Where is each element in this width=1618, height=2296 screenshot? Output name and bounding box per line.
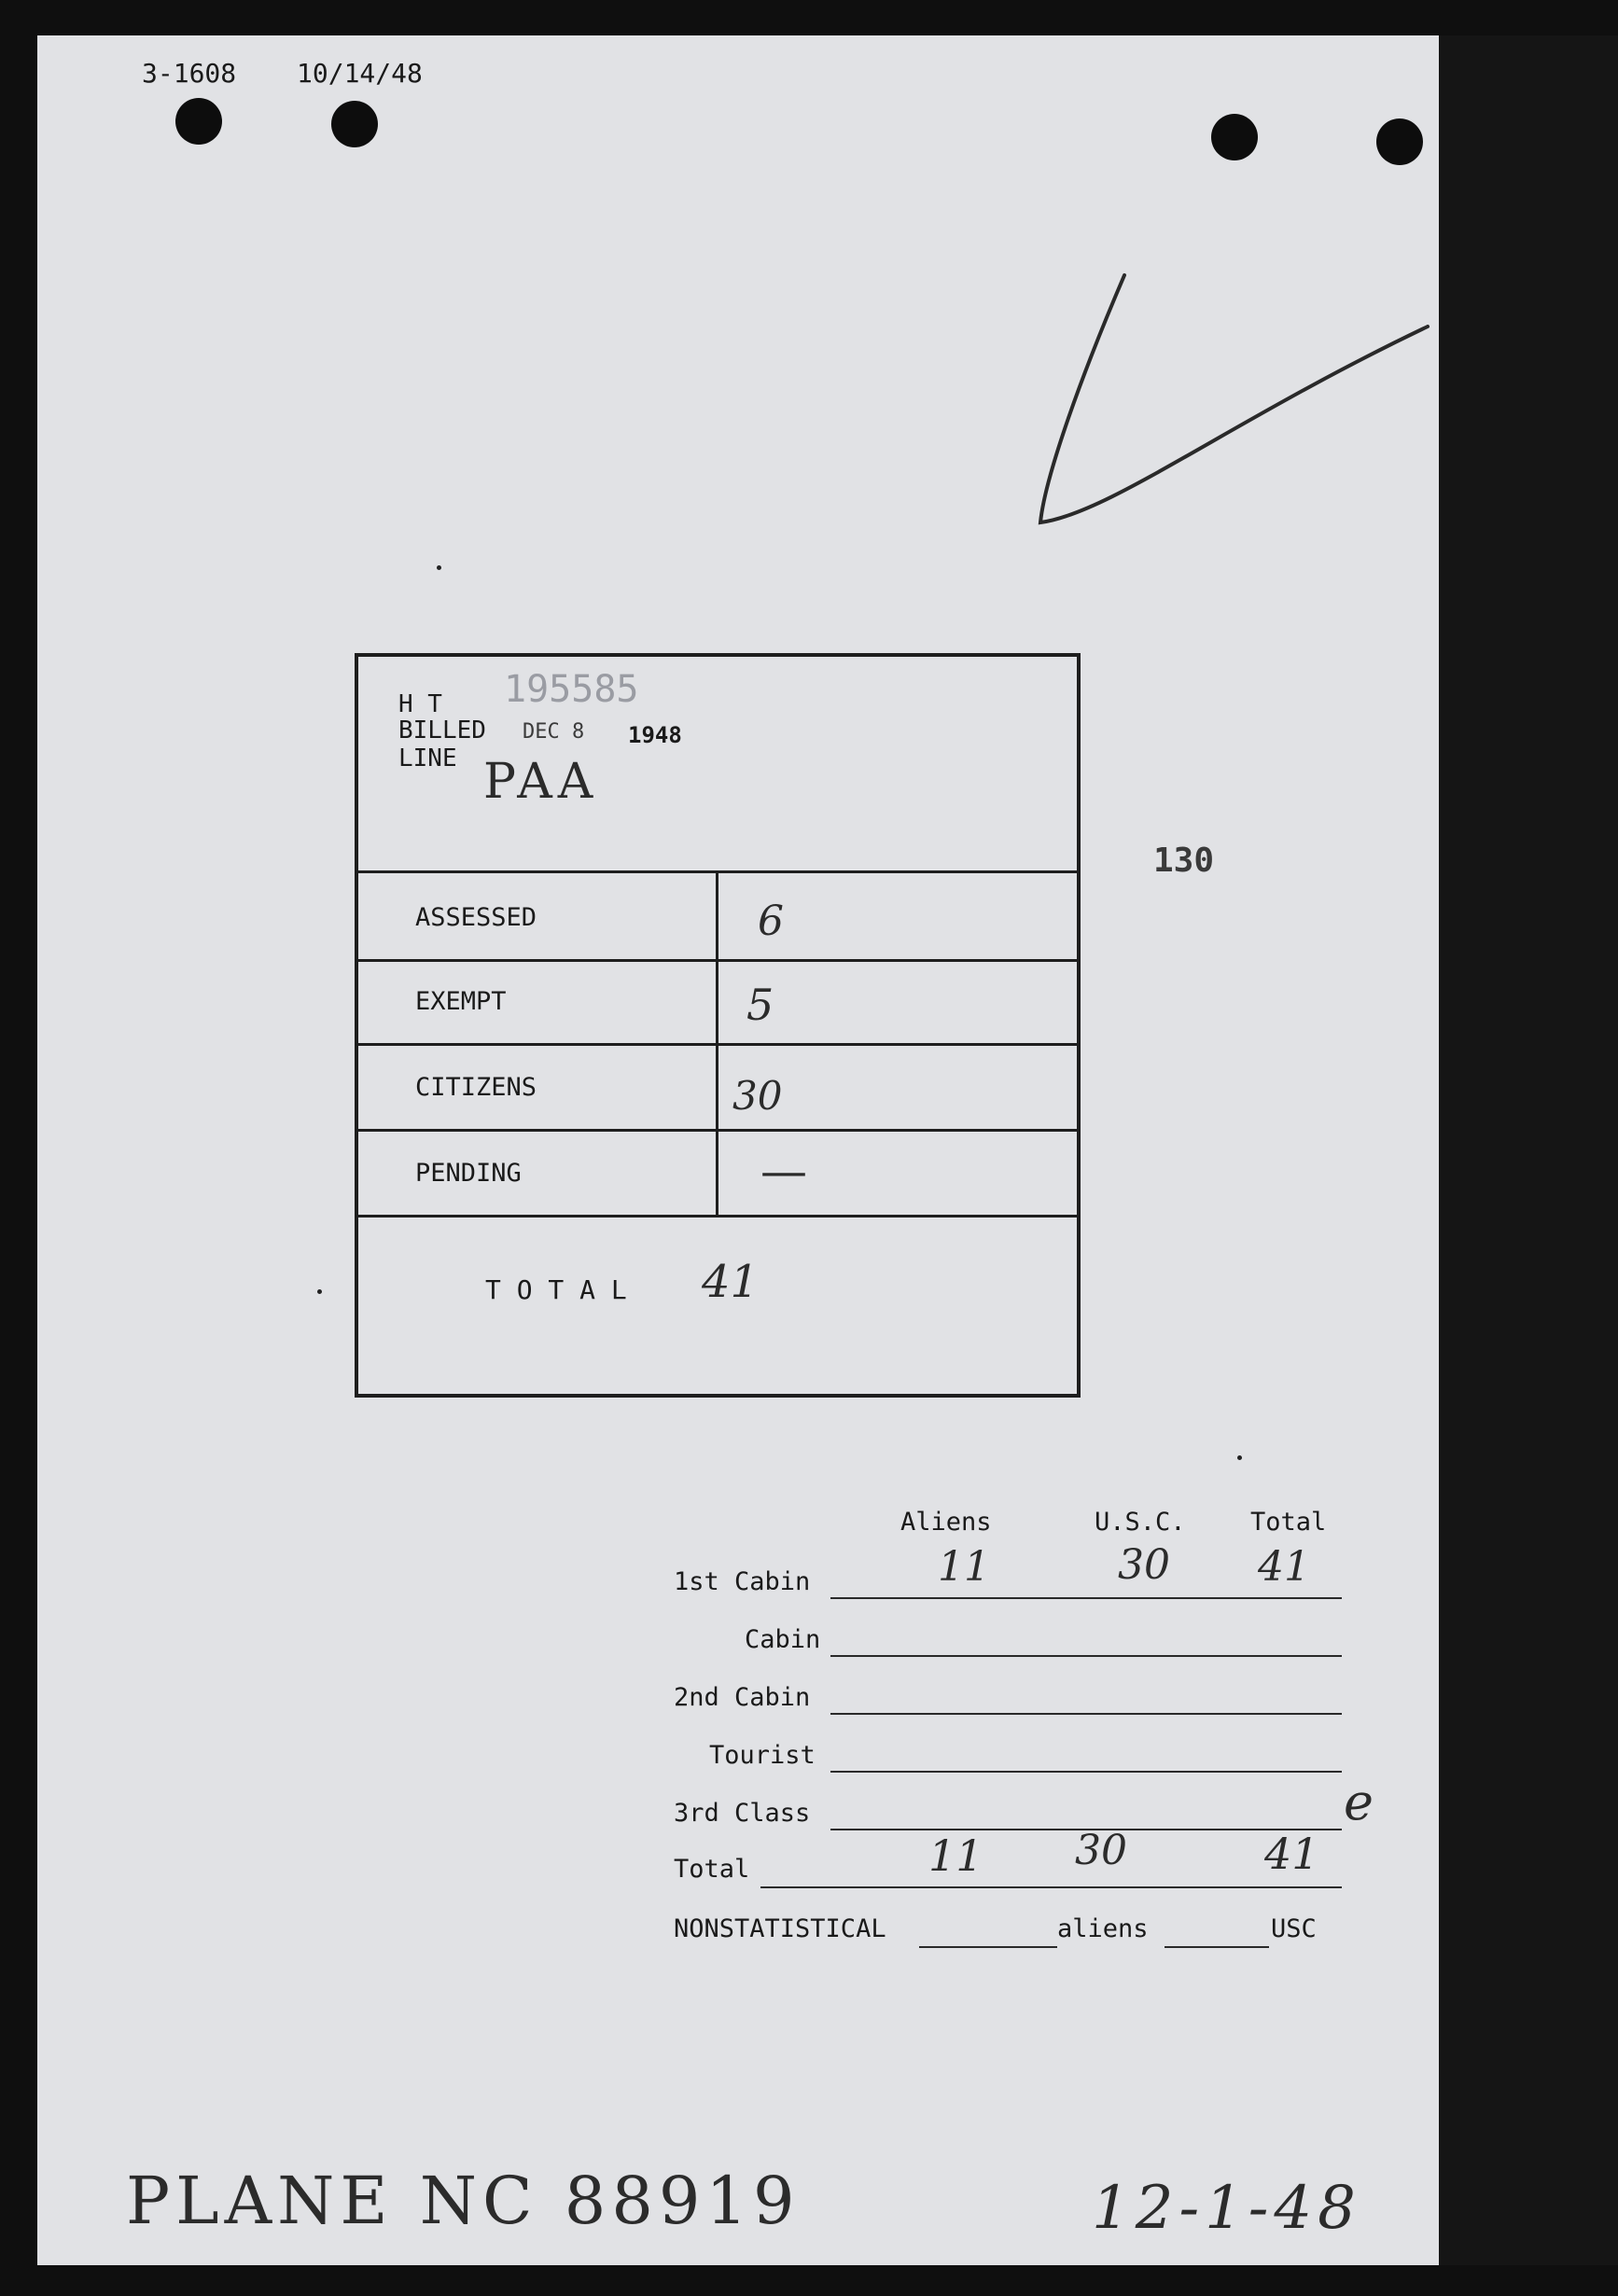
header-date: 10/14/48: [297, 58, 423, 89]
row-value-citizens: 30: [732, 1073, 783, 1119]
footer-date: 12-1-48: [1092, 2174, 1361, 2243]
page-number: 130: [1153, 842, 1215, 880]
cell-1st-cabin-aliens: 11: [938, 1543, 990, 1591]
fill-line: [760, 1886, 1342, 1888]
cell-total-usc: 30: [1075, 1827, 1127, 1874]
cell-total-total: 41: [1264, 1829, 1319, 1879]
divider: [358, 1215, 1077, 1218]
punch-hole: [331, 101, 378, 147]
row-label-total: Total: [674, 1855, 750, 1884]
check-mark-icon: [1026, 261, 1437, 560]
row-value-exempt: 5: [746, 980, 774, 1030]
total-label: T O T A L: [485, 1274, 627, 1305]
file-number: 3-1608: [142, 58, 237, 89]
ht-number: 195585: [504, 668, 639, 711]
nonstat-label: NONSTATISTICAL: [674, 1914, 886, 1943]
nonstat-aliens-label: aliens: [1057, 1914, 1149, 1943]
speck: [1237, 1455, 1242, 1460]
row-label-pending: PENDING: [415, 1159, 522, 1188]
fill-line: [830, 1655, 1342, 1657]
plane-number: PLANE NC 88919: [126, 2163, 801, 2239]
billed-label: BILLED: [398, 717, 486, 744]
fill-line: [1165, 1946, 1269, 1948]
fill-line: [830, 1597, 1342, 1599]
column-divider: [716, 873, 718, 1215]
cell-total-aliens: 11: [928, 1830, 983, 1881]
row-label-cabin: Cabin: [745, 1625, 821, 1654]
ht-label: H T: [398, 690, 442, 718]
col-header-aliens: Aliens: [900, 1508, 992, 1537]
row-value-pending: —: [760, 1144, 807, 1198]
punch-hole: [1376, 118, 1423, 165]
scan-shadow: [1439, 35, 1618, 2265]
row-label-assessed: ASSESSED: [415, 903, 537, 932]
speck: [437, 565, 441, 570]
speck: [317, 1289, 322, 1294]
total-value: 41: [702, 1256, 760, 1308]
row-label-2nd-cabin: 2nd Cabin: [674, 1683, 811, 1712]
row-label-citizens: CITIZENS: [415, 1073, 537, 1102]
line-value: PAA: [483, 754, 599, 810]
billed-year: 1948: [628, 722, 682, 748]
punch-hole: [175, 98, 222, 145]
fill-line: [830, 1771, 1342, 1773]
col-header-usc: U.S.C.: [1095, 1508, 1186, 1537]
punch-hole: [1211, 114, 1258, 160]
row-label-exempt: EXEMPT: [415, 987, 507, 1016]
initial-mark: e: [1344, 1773, 1374, 1831]
row-label-3rd-class: 3rd Class: [674, 1799, 811, 1828]
row-label-1st-cabin: 1st Cabin: [674, 1567, 811, 1596]
fill-line: [919, 1946, 1057, 1948]
nonstat-usc-label: USC: [1271, 1914, 1317, 1943]
col-header-total: Total: [1250, 1508, 1327, 1537]
row-value-assessed: 6: [758, 898, 784, 945]
fill-line: [830, 1713, 1342, 1715]
row-label-tourist: Tourist: [709, 1741, 816, 1770]
billed-date: DEC 8: [523, 720, 585, 744]
line-label: LINE: [398, 744, 457, 772]
cell-1st-cabin-total: 41: [1258, 1543, 1310, 1591]
cell-1st-cabin-usc: 30: [1118, 1541, 1170, 1589]
